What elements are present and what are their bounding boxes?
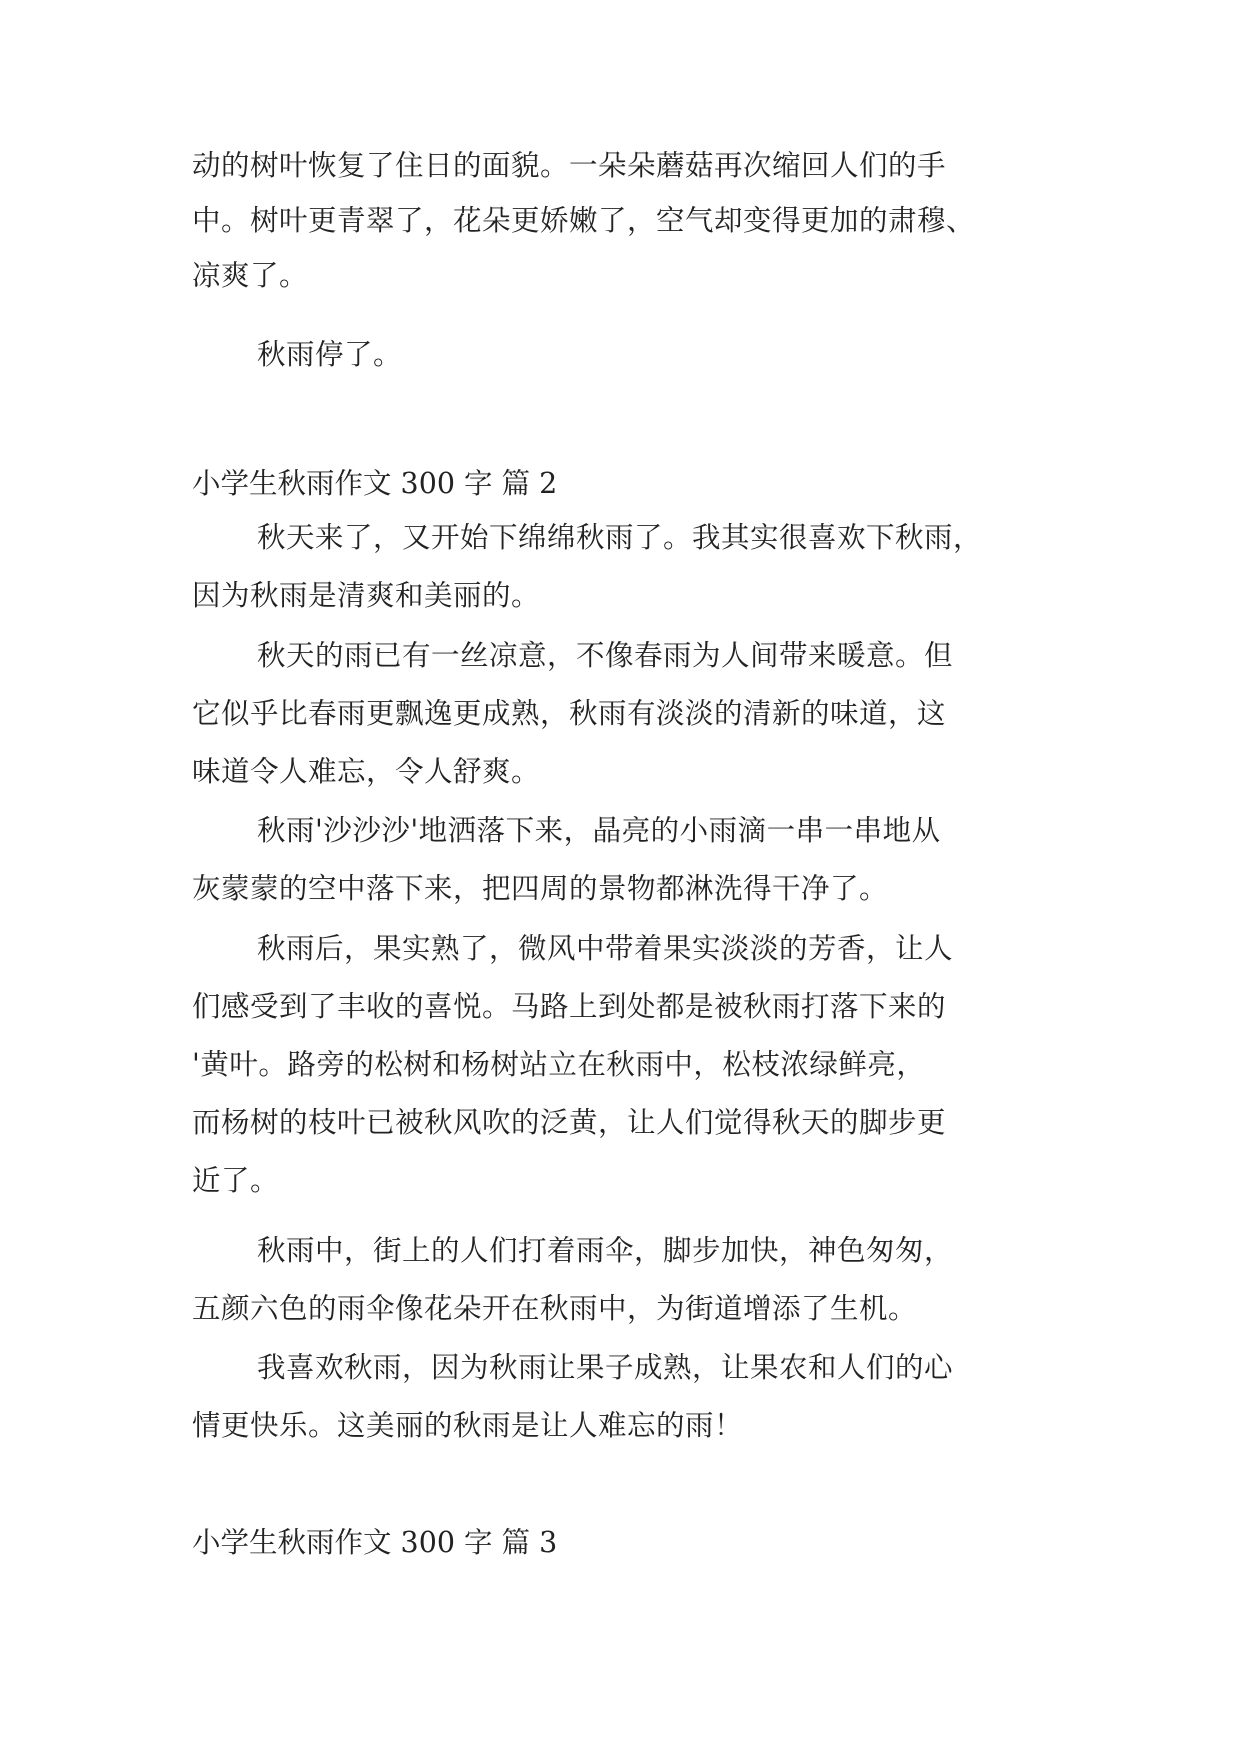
text-line: 我喜欢秋雨，因为秋雨让果子成熟，让果农和人们的心 xyxy=(257,1351,954,1384)
text-line: 秋雨后，果实熟了，微风中带着果实淡淡的芳香，让人 xyxy=(257,932,954,965)
text-line: 它似乎比春雨更飘逸更成熟，秋雨有淡淡的清新的味道，这 xyxy=(192,697,947,730)
text-line: '黄叶。路旁的松树和杨树站立在秋雨中，松枝浓绿鲜亮， xyxy=(192,1048,926,1081)
text-line: 灰蒙蒙的空中落下来，把四周的景物都淋洗得干净了。 xyxy=(192,872,889,905)
text-line: 秋雨中，街上的人们打着雨伞，脚步加快，神色匆匆， xyxy=(257,1234,954,1267)
text-line: 们感受到了丰收的喜悦。马路上到处都是被秋雨打落下来的 xyxy=(192,990,947,1023)
text-line: 味道令人难忘，令人舒爽。 xyxy=(192,755,541,788)
text-line: 秋雨'沙沙沙'地洒落下来，晶亮的小雨滴一串一串地从 xyxy=(257,814,941,847)
text-line: 情更快乐。这美丽的秋雨是让人难忘的雨！ xyxy=(192,1409,744,1442)
text-line: 五颜六色的雨伞像花朵开在秋雨中，为街道增添了生机。 xyxy=(192,1292,918,1325)
text-line: 凉爽了。 xyxy=(192,259,309,292)
text-line: 秋天的雨已有一丝凉意，不像春雨为人间带来暖意。但 xyxy=(257,639,954,672)
text-line: 秋天来了，又开始下绵绵秋雨了。我其实很喜欢下秋雨， xyxy=(257,521,983,554)
text-line: 中。树叶更青翠了，花朵更娇嫩了，空气却变得更加的肃穆、 xyxy=(192,204,976,237)
essay-heading-3: 小学生秋雨作文 300 字 篇 3 xyxy=(192,1526,558,1559)
closing-line: 秋雨停了。 xyxy=(257,338,403,371)
essay-heading-2: 小学生秋雨作文 300 字 篇 2 xyxy=(192,467,558,500)
text-line: 动的树叶恢复了住日的面貌。一朵朵蘑菇再次缩回人们的手 xyxy=(192,149,947,182)
text-line: 因为秋雨是清爽和美丽的。 xyxy=(192,579,541,612)
text-line: 而杨树的枝叶已被秋风吹的泛黄，让人们觉得秋天的脚步更 xyxy=(192,1106,947,1139)
text-line: 近了。 xyxy=(192,1164,280,1197)
